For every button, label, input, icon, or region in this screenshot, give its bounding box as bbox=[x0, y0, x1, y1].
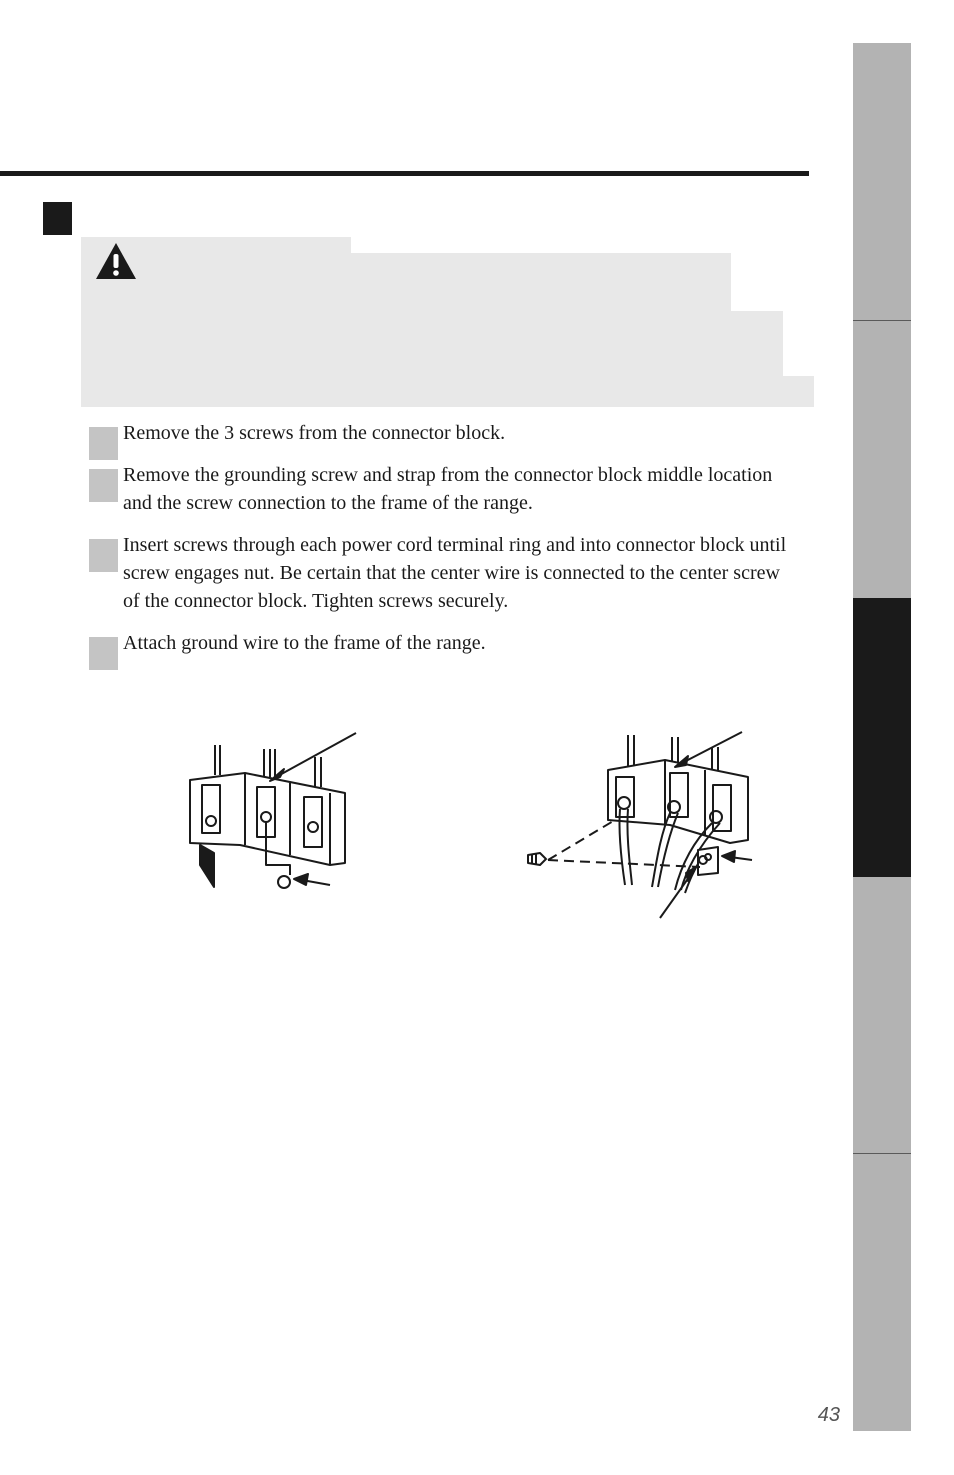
step-badge bbox=[89, 637, 118, 670]
sidebar-tab bbox=[853, 43, 911, 321]
step-text: Insert screws through each power cord terminal ring and into connector block until screw engages nut. Be certain that the center wire is connected to the center screw of the connector block. Tighten screws securely. bbox=[123, 534, 787, 612]
section-marker bbox=[43, 202, 72, 235]
page-number: 43 bbox=[817, 1404, 840, 1426]
step-text: Remove the 3 screws from the connector block. bbox=[123, 422, 506, 444]
connector-block-with-ground-strap-illustration bbox=[180, 725, 370, 900]
sidebar-tab bbox=[853, 321, 911, 598]
sidebar-tab bbox=[853, 1154, 911, 1431]
power-cord-connected-to-connector-block-illustration bbox=[520, 725, 770, 925]
warning-triangle-icon bbox=[95, 242, 137, 280]
step-text: Attach ground wire to the frame of the range. bbox=[123, 632, 486, 654]
step-badge bbox=[89, 539, 118, 572]
sidebar-tab-active bbox=[853, 598, 911, 877]
step-text: Remove the grounding screw and strap from the connector block middle location and the screw connection to the frame of the range. bbox=[123, 464, 773, 514]
section-rule bbox=[0, 171, 809, 176]
step-badge bbox=[89, 469, 118, 502]
sidebar-tab bbox=[853, 877, 911, 1154]
step-badge bbox=[89, 427, 118, 460]
